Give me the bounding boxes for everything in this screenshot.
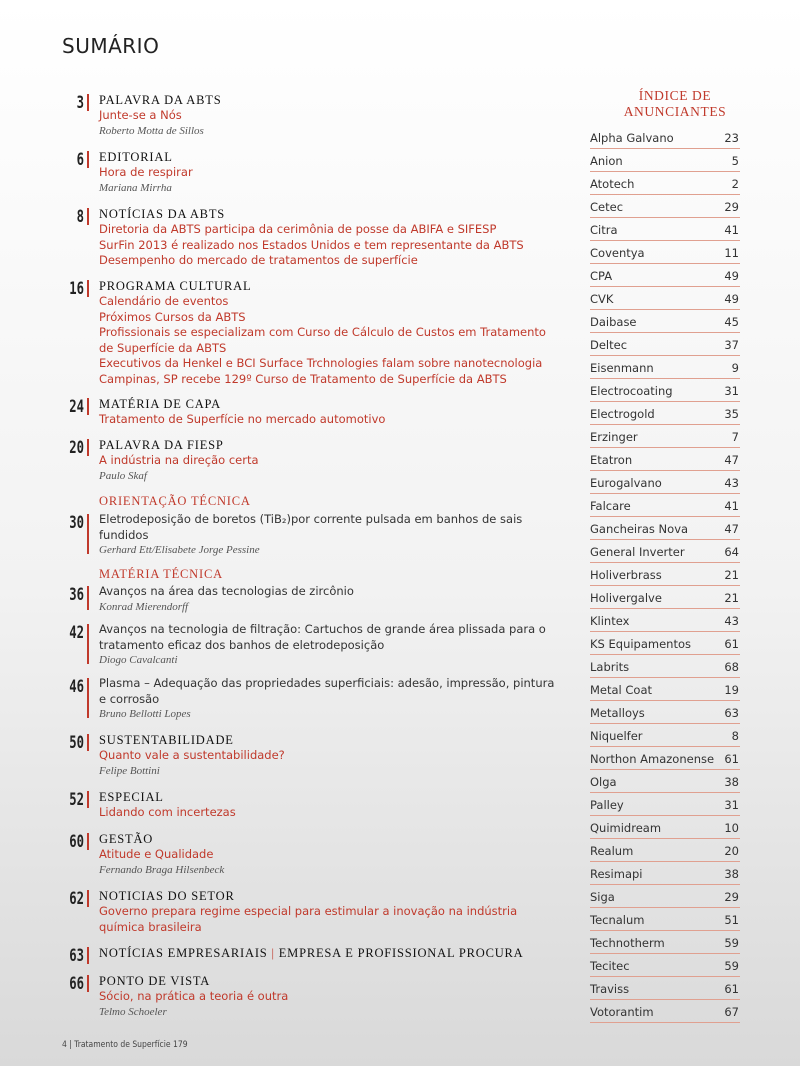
advertiser-page: 37 [724,338,739,352]
advertiser-name: Atotech [590,177,635,191]
advertiser-page: 5 [731,154,739,168]
advertiser-page: 31 [724,384,739,398]
toc-item[interactable]: Diretoria da ABTS participa da cerimônia de posse da ABIFA e SIFESP [99,222,497,236]
toc-author: Gerhard Ett/Elisabete Jorge Pessine [99,544,260,556]
advertiser-row[interactable] [590,494,740,517]
advertiser-name: KS Equipamentos [590,637,691,651]
advertiser-name: Metal Coat [590,683,653,697]
advertiser-name: Traviss [590,982,630,996]
toc-item[interactable]: Campinas, SP recebe 129º Curso de Tratamento de Superfície da ABTS [99,371,507,386]
advertiser-row[interactable] [590,954,740,977]
toc-item[interactable]: Tratamento de Superfície no mercado automotivo [99,412,386,426]
page-title: SUMÁRIO [62,34,160,58]
toc-item[interactable]: Lidando com incertezas [99,805,236,819]
toc-page-number: 60 [69,832,84,852]
toc-author: Felipe Bottini [99,764,160,777]
advertiser-row[interactable] [590,517,740,540]
section-heading: ORIENTAÇÃO TÉCNICA [99,494,251,508]
toc-item[interactable]: Hora de respirar [99,165,193,179]
advertiser-name: Metalloys [590,706,645,720]
section-heading: EDITORIAL [99,150,173,164]
advertiser-page: 61 [724,752,739,766]
toc-author: Fernando Braga Hilsenbeck [99,863,225,876]
advertiser-page: 41 [724,499,739,513]
toc-divider [87,791,89,808]
toc-author: Mariana Mirrha [99,181,172,194]
advertiser-row[interactable] [590,678,740,701]
advertiser-row[interactable] [590,563,740,586]
advertiser-name: CPA [590,269,613,283]
advertiser-row[interactable] [590,448,740,471]
toc-page-number: 42 [69,623,84,643]
toc-item[interactable]: Próximos Cursos da ABTS [99,309,246,324]
toc-page-number: 36 [69,585,84,605]
advertiser-row[interactable] [590,172,740,195]
advertiser-name: CVK [590,292,614,306]
advertiser-name: Technotherm [590,936,665,950]
section-heading: NOTICIAS DO SETOR [99,889,235,903]
advertiser-page: 61 [724,637,739,651]
toc-author: Bruno Bellotti Lopes [99,708,191,720]
advertiser-page: 41 [724,223,739,237]
advertiser-page: 51 [724,913,739,927]
advertiser-row[interactable] [590,195,740,218]
advertiser-name: Niquelfer [590,729,643,743]
advertiser-page: 49 [724,292,739,306]
advertiser-row[interactable] [590,356,740,379]
advertiser-page: 10 [724,821,739,835]
toc-item[interactable]: Governo prepara regime especial para estimular a inovação na indústria química brasileira [99,904,518,934]
advertiser-row[interactable] [590,149,740,172]
toc-page-number: 8 [76,207,84,227]
toc-page-number: 62 [69,889,84,909]
advertiser-name: Resimapi [590,867,643,881]
advertiser-row[interactable] [590,770,740,793]
advertiser-page: 8 [731,729,739,743]
advertiser-row[interactable] [590,540,740,563]
advertiser-row[interactable] [590,793,740,816]
advertiser-page: 21 [724,568,739,582]
advertiser-row[interactable] [590,885,740,908]
advertiser-page: 35 [724,407,739,421]
advertiser-name: Palley [590,798,624,812]
advertiser-name: Votorantim [590,1005,654,1019]
advertiser-page: 7 [731,430,739,444]
advertiser-row[interactable] [590,862,740,885]
advertiser-row[interactable] [590,701,740,724]
toc-item[interactable]: Calendário de eventos [99,294,229,308]
advertiser-name: Holivergalve [590,591,662,605]
toc-page-number: 24 [69,397,84,417]
advertiser-name: Eurogalvano [590,476,662,490]
toc-author: Roberto Motta de Sillos [99,124,204,137]
advertiser-name: Alpha Galvano [590,131,674,145]
advertiser-page: 29 [724,200,739,214]
toc-page-number: 6 [76,150,84,170]
advertiser-name: Falcare [590,499,631,513]
section-heading-part: NOTÍCIAS EMPRESARIAIS [99,946,268,960]
advertiser-name: Erzinger [590,430,638,444]
toc-divider [87,947,89,964]
toc-divider [87,734,89,751]
advertiser-page: 43 [724,476,739,490]
toc-divider [87,398,89,415]
advertiser-name: Tecnalum [590,913,645,927]
advertiser-row[interactable] [590,402,740,425]
toc-item[interactable]: Quanto vale a sustentabilidade? [99,748,285,762]
toc-item[interactable]: Avanços na área das tecnologias de zircônio [99,584,354,598]
advertiser-row[interactable] [590,724,740,747]
advertiser-row[interactable] [590,839,740,862]
advertiser-name: Eisenmann [590,361,654,375]
advertiser-name: Cetec [590,200,624,214]
advertiser-row[interactable] [590,287,740,310]
toc-item[interactable]: SurFin 2013 é realizado nos Estados Unidos e tem representante da ABTS [99,237,524,252]
advertiser-page: 63 [724,706,739,720]
advertiser-name: Citra [590,223,618,237]
advertiser-page: 38 [724,775,739,789]
section-heading: MATÉRIA TÉCNICA [99,567,223,581]
toc-divider [87,678,89,718]
toc-item[interactable]: Plasma – Adequação das propriedades superficiais: adesão, impressão, pintura e corrosão [99,676,555,706]
toc-page-number: 16 [69,279,84,299]
advertiser-page: 20 [724,844,739,858]
advertiser-row[interactable] [590,471,740,494]
advertiser-row[interactable] [590,908,740,931]
advertisers-index-title-line: ÍNDICE DE [638,88,712,103]
toc-divider [87,514,89,554]
section-heading-part: EMPRESA E PROFISSIONAL PROCURA [278,946,524,960]
advertiser-page: 67 [724,1005,739,1019]
advertiser-row[interactable] [590,747,740,770]
toc-divider [87,975,89,992]
advertiser-page: 64 [724,545,739,559]
toc-author: Konrad Mierendorff [99,600,189,613]
toc-author: Diogo Cavalcanti [99,654,178,666]
page-footer: 4 | Tratamento de Superfície 179 [62,1040,188,1050]
advertiser-name: Anion [590,154,623,168]
toc-page-number: 63 [69,946,84,966]
toc-page-number: 66 [69,974,84,994]
toc-divider [87,833,89,850]
advertiser-name: Etatron [590,453,633,467]
toc-divider [87,151,89,168]
advertisers-index-title-line: ANUNCIANTES [623,104,727,119]
advertiser-name: Tecitec [590,959,630,973]
toc-page-number: 20 [69,438,84,458]
advertiser-name: Deltec [590,338,628,352]
toc-author: Telmo Schoeler [99,1005,167,1018]
toc-item[interactable]: Atitude e Qualidade [99,847,214,861]
advertiser-page: 47 [724,453,739,467]
advertiser-name: Electrocoating [590,384,673,398]
section-heading: ESPECIAL [99,790,164,804]
advertisers-list [590,126,740,1023]
advertiser-page: 38 [724,867,739,881]
advertiser-name: Daibase [590,315,637,329]
toc-item[interactable]: Executivos da Henkel e BCI Surface Trchnologies falam sobre nanotecnologia [99,356,543,370]
toc-item[interactable]: A indústria na direção certa [99,453,259,467]
advertiser-row[interactable] [590,655,740,678]
toc-divider [87,208,89,225]
advertiser-row[interactable] [590,379,740,402]
section-heading: PALAVRA DA ABTS [99,93,222,107]
toc-divider [87,586,89,610]
advertiser-page: 11 [724,246,739,260]
advertiser-row[interactable] [590,816,740,839]
section-heading: NOTÍCIAS DA ABTS [99,207,226,221]
section-heading [99,946,556,961]
section-heading: GESTÃO [99,832,154,846]
section-heading: SUSTENTABILIDADE [99,733,234,747]
advertiser-name: Quimidream [590,821,662,835]
advertiser-name: Olga [590,775,617,789]
advertiser-page: 9 [731,361,739,375]
advertiser-name: Northon Amazonense [590,752,715,766]
advertiser-name: Electrogold [590,407,655,421]
advertiser-row[interactable] [590,1000,740,1023]
advertiser-row[interactable] [590,609,740,632]
advertiser-row[interactable] [590,632,740,655]
toc-item[interactable]: Desempenho do mercado de tratamentos de superfície [99,253,418,267]
advertiser-row[interactable] [590,264,740,287]
toc-divider [87,94,89,111]
advertiser-page: 43 [724,614,739,628]
toc-item[interactable]: Junte-se a Nós [99,108,182,122]
advertiser-page: 21 [724,591,739,605]
advertiser-page: 47 [724,522,739,536]
advertiser-name: Gancheiras Nova [590,522,689,536]
advertiser-page: 68 [724,660,739,674]
advertiser-row[interactable] [590,586,740,609]
advertiser-row[interactable] [590,333,740,356]
advertiser-page: 31 [724,798,739,812]
advertiser-name: Siga [590,890,615,904]
section-heading: PONTO DE VISTA [99,974,211,988]
advertiser-row[interactable] [590,425,740,448]
heading-separator: | [271,946,279,960]
advertiser-name: Holiverbrass [590,568,662,582]
advertiser-name: Labrits [590,660,630,674]
advertiser-page: 29 [724,890,739,904]
advertiser-page: 45 [724,315,739,329]
advertiser-row[interactable] [590,310,740,333]
advertiser-name: Klintex [590,614,630,628]
toc-divider [87,624,89,664]
toc-page-number: 46 [69,677,84,697]
toc-item[interactable]: Avanços na tecnologia de filtração: Cartuchos de grande área plissada para o tratamento eficaz dos banhos de eletrodeposição [99,622,546,652]
toc-divider [87,890,89,907]
advertiser-page: 59 [724,936,739,950]
advertiser-row[interactable] [590,977,740,1000]
advertiser-row[interactable] [590,931,740,954]
toc-author: Paulo Skaf [99,469,147,482]
toc-page-number: 30 [69,513,84,533]
advertiser-row[interactable] [590,218,740,241]
toc-item[interactable]: Sócio, na prática a teoria é outra [99,989,289,1003]
toc-item[interactable]: Profissionais se especializam com Curso de Cálculo de Custos em Tratamento de Superfície da ABTS [99,325,546,355]
advertiser-row[interactable] [590,241,740,264]
section-heading: PALAVRA DA FIESP [99,438,224,452]
advertiser-page: 59 [724,959,739,973]
section-heading: MATÉRIA DE CAPA [99,397,221,411]
advertiser-page: 23 [724,131,739,145]
advertiser-page: 19 [724,683,739,697]
advertiser-name: General Inverter [590,545,685,559]
toc-page-number: 3 [76,93,84,113]
toc-item[interactable]: Eletrodeposição de boretos (TiB₂)por corrente pulsada em banhos de sais fundidos [99,512,523,542]
advertiser-page: 61 [724,982,739,996]
advertiser-page: 2 [731,177,739,191]
advertiser-name: Coventya [590,246,645,260]
toc-page-number: 52 [69,790,84,810]
toc-divider [87,280,89,297]
advertiser-page: 49 [724,269,739,283]
section-heading: PROGRAMA CULTURAL [99,279,252,293]
toc-divider [87,439,89,456]
toc-page-number: 50 [69,733,84,753]
advertiser-row[interactable] [590,126,740,149]
advertisers-index-title [600,88,750,120]
advertiser-name: Realum [590,844,634,858]
